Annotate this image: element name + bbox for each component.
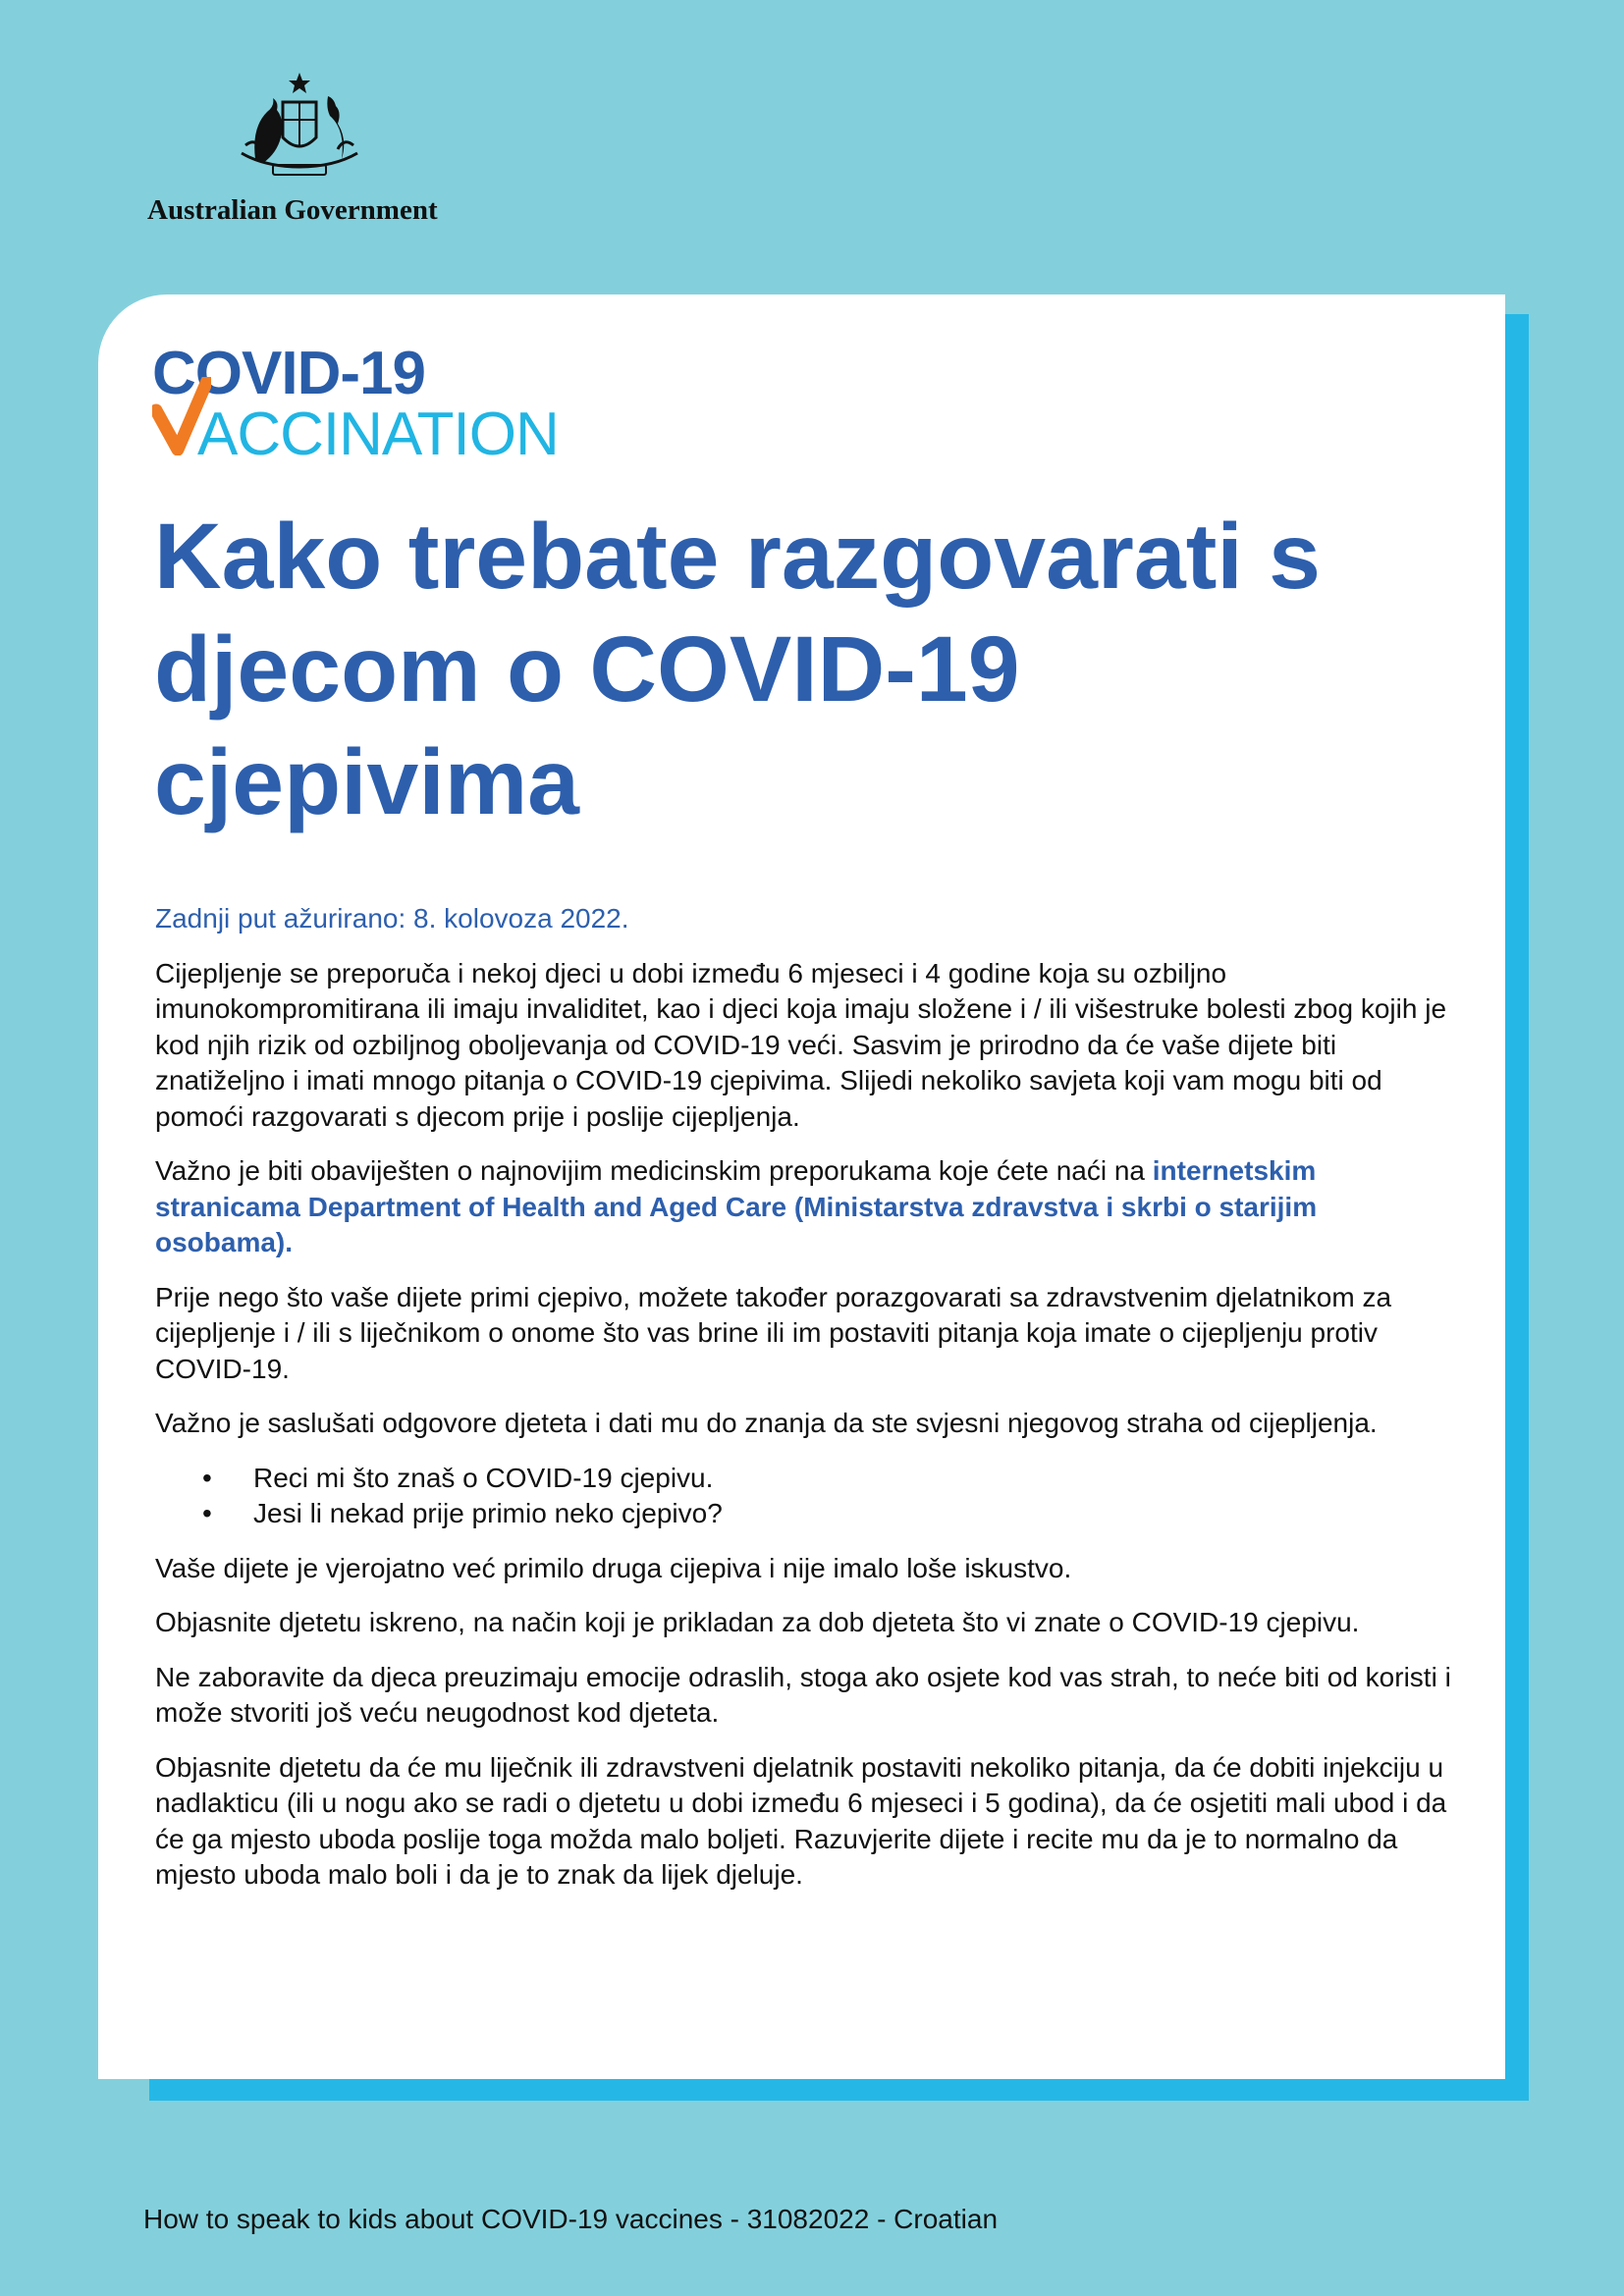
paragraph-listen: Važno je saslušati odgovore djeteta i dati mu do znanja da ste svjesni njegovog straha od cijepljenja. <box>155 1408 1378 1438</box>
paragraph-talk-to-provider: Prije nego što vaše dijete primi cjepivo, možete također porazgovarati sa zdravstvenim djelatnikom za cijepljenje i / ili s liječnikom o onome što vas brine ili im postaviti pitanja koja imate o cijepljenju protiv COVID-19. <box>155 1281 1392 1384</box>
page-title: Kako trebate razgovarati s djecom o COVID-19 cjepivima <box>154 505 1321 834</box>
paragraph-explain-honestly: Objasnite djetetu iskreno, na način koji je prikladan za dob djeteta što vi znate o COVID-19 cjepivu. <box>155 1607 1360 1637</box>
paragraph-recommendations-text: Važno je biti obaviješten o najnovijim medicinskim preporukama koje ćete naći na <box>155 1155 1145 1186</box>
health-department-link[interactable]: internetskim stranicama Department of Health and Aged Care (Ministarstva zdravstva i skrbi o starijim osobama). <box>155 1155 1318 1257</box>
list-item-text: Jesi li nekad prije primio neko cjepivo? <box>253 1498 723 1528</box>
document-footer: How to speak to kids about COVID-19 vaccines - 31082022 - Croatian <box>143 2204 999 2234</box>
australian-government-logo <box>147 69 461 236</box>
paragraph-emotions: Ne zaboravite da djeca preuzimaju emocije odraslih, stoga ako osjete kod vas strah, to neće biti od koristi i može stvoriti još veću neugodnost kod djeteta. <box>155 1661 1451 1728</box>
content-card <box>98 294 1505 2079</box>
bullet-icon: • <box>202 1498 212 1528</box>
list-item <box>202 1461 1451 1497</box>
paragraph-recommendations <box>155 1153 1451 1261</box>
paragraph-previous-vaccines: Vaše dijete je vjerojatno već primilo druga cijepiva i nije imalo loše iskustvo. <box>155 1552 1072 1583</box>
list-item-text: Reci mi što znaš o COVID-19 cjepivu. <box>253 1462 714 1493</box>
paragraph-what-to-expect: Objasnite djetetu da će mu liječnik ili zdravstveni djelatnik postaviti nekoliko pitanja, da će dobiti injekciju u nadlakticu (ili u nogu ako se radi o djetetu u dobi između 6 mjeseci i 5 godina), da će osjetiti mali ubod i da će ga mjesto uboda poslije toga možda malo boljeti. Razuvjerite dijete i recite mu da je to normalno da mjesto uboda malo boli i da je to znak da lijek djeluje. <box>155 1751 1447 1890</box>
last-updated: Zadnji put ažurirano: 8. kolovoza 2022. <box>155 903 629 934</box>
document-body <box>155 901 1451 1912</box>
list-item <box>202 1496 1451 1532</box>
coat-of-arms-icon <box>216 69 383 187</box>
brand-line-vaccination: ACCINATION <box>197 400 559 468</box>
covid-vaccination-logo <box>152 340 643 481</box>
paragraph-intro: Cijepljenje se preporuča i nekoj djeci u dobi između 6 mjeseci i 4 godine koja su ozbiljno imunokompromitirana ili imaju invaliditet, kao i djeci koja imaju složene i / ili višestruke bolesti zbog kojih je kod njih rizik od ozbiljnog oboljevanja od COVID-19 veći. Sasvim je prirodno da će vaše dijete biti znatiželjno i imati mnogo pitanja o COVID-19 cjepivima. Slijedi nekoliko savjeta koji vam mogu biti od pomoći razgovarati s djecom prije i poslije cijepljenja. <box>155 957 1447 1132</box>
brand-line-covid: COVID-19 <box>152 340 425 407</box>
question-list <box>155 1461 1451 1532</box>
bullet-icon: • <box>202 1462 212 1493</box>
government-name: Australian Government <box>147 194 438 226</box>
